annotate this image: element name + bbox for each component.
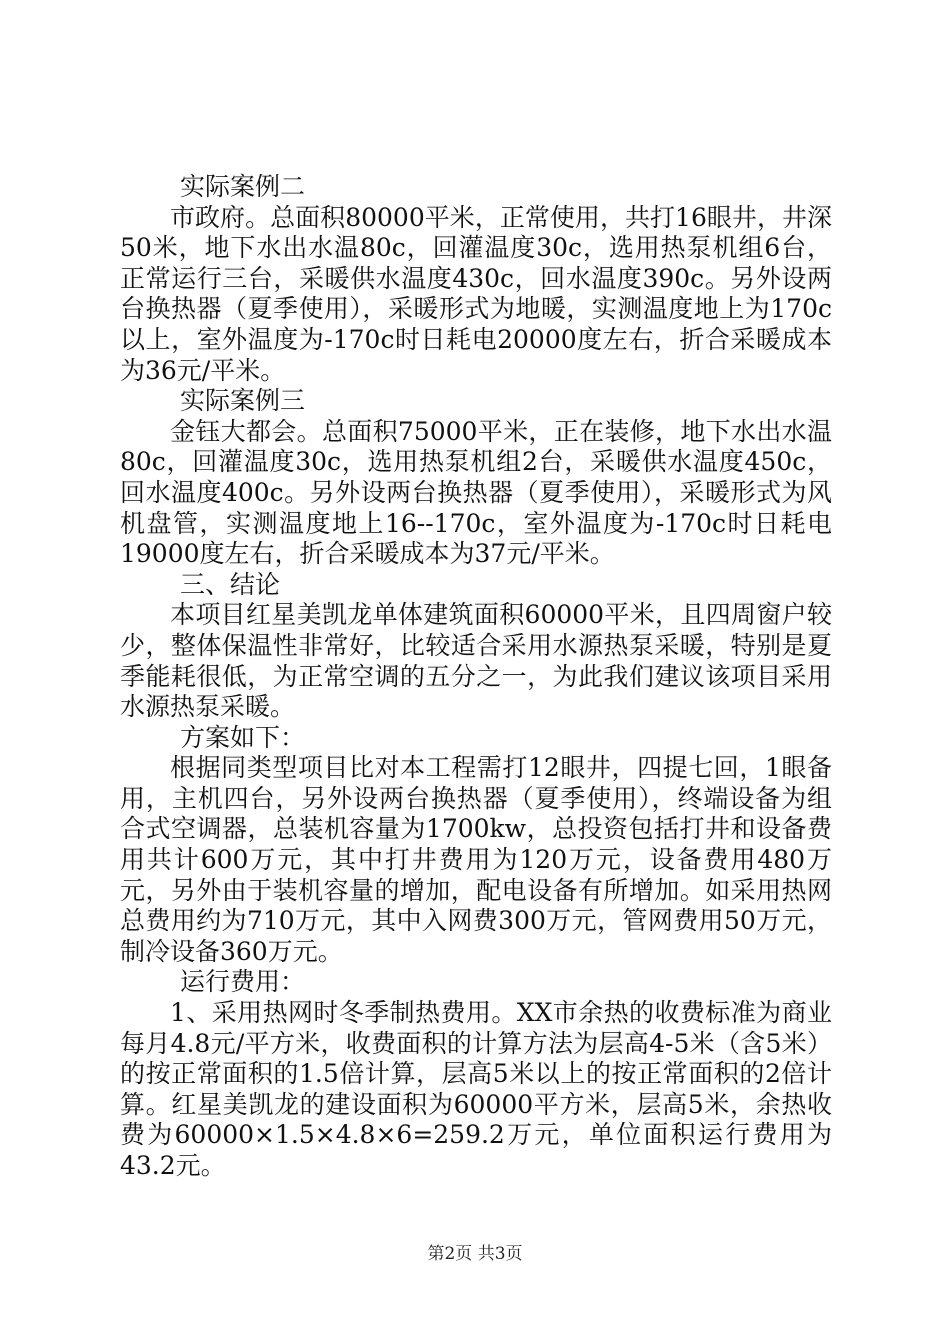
paragraph-case-3: 金钰大都会。总面积75000平米，正在装修，地下水出水温80c，回灌温度30c，选用热泵机组2台，采暖供水温度450c，回水温度400c。另外设两台换热器（夏季使用），采暖形式为风机盘管，实测温度地上16--170c，室外温度为-170c时日耗电19000度左右，折合采暖成本为37元/平米。 (120, 416, 832, 569)
paragraph-plan: 根据同类型项目比对本工程需打12眼井，四提七回，1眼备用，主机四台，另外设两台换热器（夏季使用），终端设备为组合式空调器，总装机容量为1700kw，总投资包括打井和设备费用共计600万元，其中打井费用为120万元，设备费用480万元，另外由于装机容量的增加，配电设备有所增加。如采用热网总费用约为710万元，其中入网费300万元，管网费用50万元，制冷设备360万元。 (120, 753, 832, 966)
section-heading-plan: 方案如下： (180, 722, 306, 752)
page-footer: 第2页 共3页 (427, 1244, 523, 1264)
section-heading-conclusion: 三、结论 (180, 569, 281, 599)
paragraph-operating-cost: 1、采用热网时冬季制热费用。XX市余热的收费标准为商业每月4.8元/平方米，收费面积的计算方法为层高4-5米（含5米）的按正常面积的1.5倍计算，层高5米以上的按正常面积的2倍计算。红星美凯龙的建设面积为60000平方米，层高5米，余热收费为60000×1.5×4.8×6=259.2万元，单位面积运行费用为43.2元。 (120, 998, 832, 1180)
paragraph-conclusion: 本项目红星美凯龙单体建筑面积60000平米，且四周窗户较少，整体保温性非常好，比较适合采用水源热泵采暖，特别是夏季能耗很低，为正常空调的五分之一，为此我们建议该项目采用水源热泵采暖。 (120, 600, 832, 722)
document-body (120, 172, 832, 1182)
paragraph-case-2: 市政府。总面积80000平米，正常使用，共打16眼井，井深50米，地下水出水温80c，回灌温度30c，选用热泵机组6台，正常运行三台，采暖供水温度430c，回水温度390c。另外设两台换热器（夏季使用），采暖形式为地暖，实测温度地上为170c以上，室外温度为-170c时日耗电20000度左右，折合采暖成本为36元/平米。 (120, 202, 832, 385)
section-heading-case-3: 实际案例三 (180, 386, 306, 416)
section-heading-operating-cost: 运行费用： (180, 967, 306, 997)
section-heading-case-2: 实际案例二 (180, 172, 306, 201)
